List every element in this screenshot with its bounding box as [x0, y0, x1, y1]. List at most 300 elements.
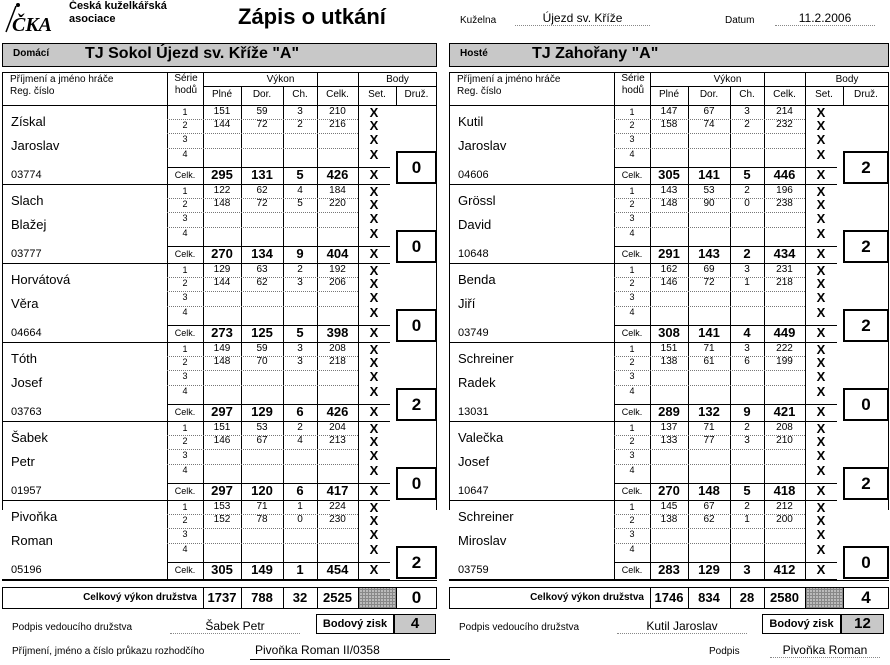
- player-total[interactable]: 2: [743, 246, 751, 261]
- series-value[interactable]: 224: [329, 501, 346, 512]
- player-total[interactable]: 449: [773, 325, 796, 340]
- player-surname[interactable]: Šabek: [11, 430, 48, 445]
- set-mark: X: [816, 421, 826, 436]
- series-value[interactable]: 67: [703, 501, 715, 512]
- series-number: 1: [629, 344, 635, 354]
- set-mark: X: [369, 483, 379, 498]
- series-value[interactable]: 69: [703, 264, 715, 275]
- player-reg-number[interactable]: 03774: [11, 169, 42, 181]
- set-mark: X: [816, 263, 826, 278]
- series-number: 2: [629, 515, 635, 525]
- column-header-series: Série: [174, 73, 198, 84]
- series-value[interactable]: 72: [256, 198, 268, 209]
- player-surname[interactable]: Benda: [458, 272, 496, 287]
- player-total[interactable]: 297: [211, 483, 233, 498]
- player-total[interactable]: 132: [698, 404, 720, 419]
- logo-text: ČKA: [12, 14, 53, 34]
- series-number: 4: [182, 228, 188, 238]
- series-value[interactable]: 129: [213, 264, 231, 275]
- player-firstname[interactable]: Petr: [11, 454, 35, 469]
- player-surname[interactable]: Horvátová: [11, 272, 71, 287]
- column-header-series: Série: [621, 73, 645, 84]
- player-total[interactable]: 9: [296, 246, 304, 261]
- player-total[interactable]: 149: [251, 562, 273, 577]
- total-label: Celk.: [621, 407, 643, 417]
- player-firstname[interactable]: Radek: [458, 375, 496, 390]
- leader-signature-label: Podpis vedoucího družstva: [459, 622, 580, 633]
- series-value[interactable]: 78: [256, 514, 268, 525]
- player-total[interactable]: 305: [211, 562, 233, 577]
- series-value[interactable]: 90: [703, 198, 715, 209]
- date-field[interactable]: 11.2.2006: [775, 11, 875, 26]
- home-gain-label: Bodový zisk: [316, 614, 394, 634]
- column-header-performance: Výkon: [266, 74, 295, 85]
- referee-field[interactable]: Pivoňka Roman II/0358: [255, 643, 380, 657]
- series-value[interactable]: 213: [329, 435, 346, 446]
- set-mark: X: [816, 211, 826, 226]
- column-header-performance: Výkon: [713, 74, 742, 85]
- series-number: 4: [182, 386, 188, 396]
- series-value[interactable]: 151: [660, 343, 678, 354]
- player-total[interactable]: 273: [211, 325, 233, 340]
- total-label: Celk.: [174, 486, 196, 496]
- series-value[interactable]: 231: [776, 264, 793, 275]
- series-value[interactable]: 72: [256, 119, 268, 130]
- player-total[interactable]: 6: [296, 483, 304, 498]
- player-total[interactable]: 5: [743, 483, 751, 498]
- player-total[interactable]: 5: [743, 167, 751, 182]
- set-mark: X: [816, 276, 826, 291]
- series-value[interactable]: 146: [213, 435, 231, 446]
- series-number: 3: [629, 450, 635, 460]
- home-team-bar: [2, 43, 437, 67]
- set-mark: X: [369, 434, 379, 449]
- player-total[interactable]: 289: [658, 404, 680, 419]
- player-total[interactable]: 283: [658, 562, 680, 577]
- player-surname[interactable]: Grössl: [458, 193, 496, 208]
- player-firstname[interactable]: Josef: [11, 375, 43, 390]
- series-value[interactable]: 210: [329, 106, 346, 117]
- player-total[interactable]: 134: [251, 246, 273, 261]
- series-value[interactable]: 137: [660, 422, 678, 433]
- player-points[interactable]: 2: [861, 474, 871, 493]
- player-total[interactable]: 426: [326, 404, 349, 419]
- date-label: Datum: [725, 15, 755, 26]
- player-surname[interactable]: Slach: [11, 193, 44, 208]
- series-value[interactable]: 2: [744, 422, 750, 433]
- player-total[interactable]: 404: [326, 246, 349, 261]
- set-mark: X: [369, 305, 379, 320]
- column-header-reg: Reg. číslo: [10, 86, 55, 97]
- player-points[interactable]: 0: [861, 553, 871, 572]
- series-value[interactable]: 206: [329, 277, 346, 288]
- player-points[interactable]: 0: [861, 395, 871, 414]
- player-total[interactable]: 412: [773, 562, 796, 577]
- grid-line: [449, 72, 450, 510]
- player-reg-number[interactable]: 03749: [458, 327, 489, 339]
- player-total[interactable]: 5: [296, 167, 304, 182]
- series-value[interactable]: 204: [329, 422, 346, 433]
- set-mark: X: [369, 184, 379, 199]
- series-number: 1: [182, 265, 188, 275]
- set-mark: X: [816, 463, 826, 478]
- series-value[interactable]: 71: [256, 501, 268, 512]
- player-total[interactable]: 3: [743, 562, 751, 577]
- player-firstname[interactable]: Josef: [458, 454, 490, 469]
- player-total[interactable]: 1: [296, 562, 304, 577]
- series-value[interactable]: 220: [329, 198, 346, 209]
- player-surname[interactable]: Pivoňka: [11, 509, 58, 524]
- player-surname[interactable]: Valečka: [458, 430, 504, 445]
- player-reg-number[interactable]: 13031: [458, 406, 489, 418]
- series-value[interactable]: 59: [256, 106, 268, 117]
- team-points-total[interactable]: 4: [861, 588, 871, 607]
- player-total[interactable]: 398: [326, 325, 349, 340]
- column-header-miss: Ch.: [292, 89, 308, 100]
- team-total-label: Celkový výkon družstva: [83, 592, 197, 603]
- series-value[interactable]: 62: [256, 277, 268, 288]
- series-value[interactable]: 232: [776, 119, 793, 130]
- series-value[interactable]: 152: [213, 514, 231, 525]
- player-reg-number[interactable]: 03759: [458, 564, 489, 576]
- player-total[interactable]: 454: [326, 562, 349, 577]
- team-total-value[interactable]: 788: [251, 590, 273, 605]
- series-value[interactable]: 3: [744, 106, 750, 117]
- series-value[interactable]: 3: [297, 277, 303, 288]
- series-value[interactable]: 153: [213, 501, 231, 512]
- column-header-total: Celk.: [773, 89, 796, 100]
- player-points[interactable]: 0: [411, 474, 422, 493]
- series-value[interactable]: 218: [329, 356, 346, 367]
- column-header-set: Set.: [815, 89, 833, 100]
- series-value[interactable]: 144: [213, 119, 231, 130]
- series-value[interactable]: 1: [744, 514, 750, 525]
- player-total[interactable]: 417: [326, 483, 349, 498]
- away-team-name: TJ Zahořany "A": [532, 45, 659, 62]
- set-mark: X: [369, 384, 379, 399]
- column-header-team: Druž.: [404, 89, 429, 100]
- player-total[interactable]: 131: [251, 167, 273, 182]
- hatched-cell: [806, 588, 843, 608]
- series-value[interactable]: 238: [776, 198, 793, 209]
- series-number: 3: [182, 529, 188, 539]
- series-number: 1: [182, 423, 188, 433]
- set-mark: X: [816, 527, 826, 542]
- player-total[interactable]: 305: [658, 167, 680, 182]
- team-total-value[interactable]: 2525: [323, 590, 352, 605]
- set-mark: X: [369, 448, 379, 463]
- series-value[interactable]: 62: [703, 514, 715, 525]
- series-value[interactable]: 230: [329, 514, 346, 525]
- series-value[interactable]: 74: [703, 119, 715, 130]
- player-total[interactable]: 295: [211, 167, 233, 182]
- leader-signature[interactable]: Kutil Jaroslav: [617, 619, 747, 634]
- set-mark: X: [369, 132, 379, 147]
- hatched-cell: [359, 588, 396, 608]
- team-total-value[interactable]: 1737: [207, 590, 237, 605]
- player-reg-number[interactable]: 04664: [11, 327, 42, 339]
- series-value[interactable]: 200: [776, 514, 793, 525]
- player-firstname[interactable]: Věra: [11, 296, 39, 311]
- player-reg-number[interactable]: 01957: [11, 485, 42, 497]
- team-total-value[interactable]: 1746: [654, 590, 684, 605]
- player-reg-number[interactable]: 10647: [458, 485, 489, 497]
- series-number: 1: [629, 265, 635, 275]
- series-number: 2: [629, 199, 635, 209]
- series-value[interactable]: 53: [256, 422, 268, 433]
- series-value[interactable]: 3: [297, 356, 303, 367]
- series-value[interactable]: 67: [703, 106, 715, 117]
- away-gain-value[interactable]: 12: [841, 614, 884, 634]
- player-surname[interactable]: Tóth: [11, 351, 38, 366]
- set-mark: X: [816, 500, 826, 515]
- team-total-value[interactable]: 32: [292, 590, 308, 605]
- player-total[interactable]: 446: [773, 167, 796, 182]
- player-total[interactable]: 297: [211, 404, 233, 419]
- player-total[interactable]: 120: [251, 483, 273, 498]
- series-value[interactable]: 3: [297, 343, 303, 354]
- series-value[interactable]: 144: [213, 277, 231, 288]
- player-firstname[interactable]: Jiří: [458, 296, 476, 311]
- series-number: 4: [629, 307, 635, 317]
- set-mark: X: [369, 246, 379, 261]
- series-value[interactable]: 61: [703, 356, 715, 367]
- grid-line: [449, 579, 837, 580]
- column-header-clear: Dor.: [699, 89, 719, 100]
- player-points[interactable]: 0: [411, 237, 422, 256]
- player-firstname[interactable]: Miroslav: [458, 533, 507, 548]
- team-total-value[interactable]: 834: [698, 590, 720, 605]
- series-value[interactable]: 2: [744, 119, 750, 130]
- player-points[interactable]: 2: [411, 395, 422, 414]
- series-value[interactable]: 6: [744, 356, 750, 367]
- player-points[interactable]: 0: [411, 158, 422, 177]
- team-total-value[interactable]: 2580: [770, 590, 799, 605]
- series-value[interactable]: 143: [660, 185, 678, 196]
- series-value[interactable]: 133: [660, 435, 678, 446]
- series-number: 1: [182, 107, 188, 117]
- home-gain-value[interactable]: 4: [394, 614, 436, 634]
- column-header-set: Set.: [368, 89, 386, 100]
- set-mark: X: [816, 132, 826, 147]
- player-surname[interactable]: Schreiner: [458, 351, 514, 366]
- series-value[interactable]: 199: [776, 356, 793, 367]
- series-value[interactable]: 149: [213, 343, 231, 354]
- series-number: 2: [629, 278, 635, 288]
- series-value[interactable]: 67: [256, 435, 268, 446]
- series-value[interactable]: 162: [660, 264, 678, 275]
- set-mark: X: [816, 118, 826, 133]
- series-value[interactable]: 212: [776, 501, 793, 512]
- player-total[interactable]: 9: [743, 404, 751, 419]
- player-total[interactable]: 434: [773, 246, 796, 261]
- series-number: 3: [182, 134, 188, 144]
- player-total[interactable]: 418: [773, 483, 796, 498]
- series-value[interactable]: 62: [256, 185, 268, 196]
- set-mark: X: [369, 542, 379, 557]
- series-value[interactable]: 3: [744, 264, 750, 275]
- home-side-label: Domácí: [13, 48, 50, 59]
- player-total[interactable]: 141: [698, 167, 720, 182]
- venue-field[interactable]: Újezd sv. Kříže: [515, 11, 650, 26]
- series-value[interactable]: 146: [660, 277, 678, 288]
- player-reg-number[interactable]: 10648: [458, 248, 489, 260]
- column-header-points: Body: [386, 74, 409, 85]
- player-surname[interactable]: Získal: [11, 114, 46, 129]
- series-value[interactable]: 72: [703, 277, 715, 288]
- series-value[interactable]: 122: [213, 185, 231, 196]
- series-value[interactable]: 138: [660, 514, 678, 525]
- series-number: 2: [182, 357, 188, 367]
- set-mark: X: [816, 325, 826, 340]
- player-reg-number[interactable]: 04606: [458, 169, 489, 181]
- series-value[interactable]: 148: [213, 356, 231, 367]
- player-total[interactable]: 148: [698, 483, 720, 498]
- series-value[interactable]: 71: [703, 422, 715, 433]
- player-points[interactable]: 2: [861, 158, 871, 177]
- series-value[interactable]: 2: [297, 264, 303, 275]
- player-total[interactable]: 129: [251, 404, 273, 419]
- series-value[interactable]: 2: [744, 185, 750, 196]
- player-points[interactable]: 0: [411, 316, 422, 335]
- team-points-total[interactable]: 0: [411, 588, 422, 607]
- association-line-1: Česká kuželkářská: [69, 0, 167, 12]
- set-mark: X: [816, 542, 826, 557]
- series-value[interactable]: 148: [213, 198, 231, 209]
- player-total[interactable]: 5: [296, 325, 304, 340]
- player-total[interactable]: 291: [658, 246, 680, 261]
- series-number: 1: [629, 423, 635, 433]
- series-value[interactable]: 208: [776, 422, 793, 433]
- player-firstname[interactable]: Roman: [11, 533, 53, 548]
- player-total[interactable]: 125: [251, 325, 273, 340]
- series-value[interactable]: 1: [297, 501, 303, 512]
- series-value[interactable]: 216: [329, 119, 346, 130]
- association-line-2: asociace: [69, 13, 116, 25]
- series-value[interactable]: 1: [744, 277, 750, 288]
- series-number: 3: [182, 450, 188, 460]
- series-value[interactable]: 71: [703, 343, 715, 354]
- series-value[interactable]: 2: [297, 119, 303, 130]
- player-total[interactable]: 308: [658, 325, 680, 340]
- player-surname[interactable]: Kutil: [458, 114, 484, 129]
- player-reg-number[interactable]: 03763: [11, 406, 42, 418]
- series-value[interactable]: 214: [776, 106, 793, 117]
- player-points[interactable]: 2: [411, 553, 422, 572]
- series-value[interactable]: 70: [256, 356, 268, 367]
- leader-signature[interactable]: Šabek Petr: [170, 619, 300, 634]
- player-total[interactable]: 143: [698, 246, 720, 261]
- player-total[interactable]: 421: [773, 404, 796, 419]
- column-header-full: Plné: [658, 89, 679, 100]
- series-value[interactable]: 4: [297, 435, 303, 446]
- team-total-value[interactable]: 28: [739, 590, 755, 605]
- player-total[interactable]: 426: [326, 167, 349, 182]
- column-header-miss: Ch.: [739, 89, 755, 100]
- set-mark: X: [369, 421, 379, 436]
- series-value[interactable]: 53: [703, 185, 715, 196]
- grid-line: [2, 72, 437, 73]
- grid-line: [358, 86, 437, 87]
- series-value[interactable]: 5: [297, 198, 303, 209]
- series-value[interactable]: 147: [660, 106, 678, 117]
- player-surname[interactable]: Schreiner: [458, 509, 514, 524]
- player-total[interactable]: 6: [296, 404, 304, 419]
- series-value[interactable]: 138: [660, 356, 678, 367]
- player-total[interactable]: 4: [743, 325, 751, 340]
- series-value[interactable]: 3: [744, 343, 750, 354]
- set-mark: X: [369, 276, 379, 291]
- player-reg-number[interactable]: 05196: [11, 564, 42, 576]
- series-value[interactable]: 222: [776, 343, 793, 354]
- player-firstname[interactable]: Blažej: [11, 217, 47, 232]
- series-value[interactable]: 184: [329, 185, 346, 196]
- series-value[interactable]: 210: [776, 435, 793, 446]
- column-header-throws: hodů: [174, 85, 198, 96]
- series-value[interactable]: 3: [744, 435, 750, 446]
- total-label: Celk.: [174, 249, 196, 259]
- player-firstname[interactable]: Jaroslav: [11, 138, 60, 153]
- player-firstname[interactable]: David: [458, 217, 492, 232]
- player-total[interactable]: 129: [698, 562, 720, 577]
- series-value[interactable]: 59: [256, 343, 268, 354]
- series-number: 2: [182, 278, 188, 288]
- series-value[interactable]: 63: [256, 264, 268, 275]
- series-number: 1: [629, 186, 635, 196]
- series-value[interactable]: 4: [297, 185, 303, 196]
- set-mark: X: [369, 325, 379, 340]
- player-total[interactable]: 141: [698, 325, 720, 340]
- series-number: 1: [182, 344, 188, 354]
- series-number: 2: [629, 120, 635, 130]
- series-value[interactable]: 151: [213, 106, 231, 117]
- series-value[interactable]: 2: [744, 501, 750, 512]
- series-value[interactable]: 148: [660, 198, 678, 209]
- set-mark: X: [369, 263, 379, 278]
- series-value[interactable]: 192: [329, 264, 346, 275]
- player-firstname[interactable]: Jaroslav: [458, 138, 507, 153]
- player-points[interactable]: 2: [861, 316, 871, 335]
- series-number: 3: [629, 529, 635, 539]
- away-gain-label: Bodový zisk: [762, 614, 841, 634]
- series-value[interactable]: 77: [703, 435, 715, 446]
- set-mark: X: [816, 305, 826, 320]
- series-value[interactable]: 0: [297, 514, 303, 525]
- player-total[interactable]: 270: [658, 483, 680, 498]
- series-value[interactable]: 151: [213, 422, 231, 433]
- grid-line: [449, 72, 889, 73]
- series-value[interactable]: 145: [660, 501, 678, 512]
- leader-signature-label: Podpis vedoucího družstva: [12, 622, 133, 633]
- series-value[interactable]: 158: [660, 119, 678, 130]
- set-mark: X: [816, 404, 826, 419]
- series-number: 3: [629, 213, 635, 223]
- total-label: Celk.: [621, 486, 643, 496]
- player-total[interactable]: 270: [211, 246, 233, 261]
- series-number: 4: [182, 465, 188, 475]
- signature-field[interactable]: Pivoňka Roman: [770, 643, 880, 658]
- series-value[interactable]: 0: [744, 198, 750, 209]
- player-reg-number[interactable]: 03777: [11, 248, 42, 260]
- series-value[interactable]: 218: [776, 277, 793, 288]
- association-logo: [2, 2, 64, 34]
- series-value[interactable]: 208: [329, 343, 346, 354]
- series-value[interactable]: 2: [297, 422, 303, 433]
- total-label: Celk.: [174, 407, 196, 417]
- player-points[interactable]: 2: [861, 237, 871, 256]
- series-value[interactable]: 3: [297, 106, 303, 117]
- series-value[interactable]: 196: [776, 185, 793, 196]
